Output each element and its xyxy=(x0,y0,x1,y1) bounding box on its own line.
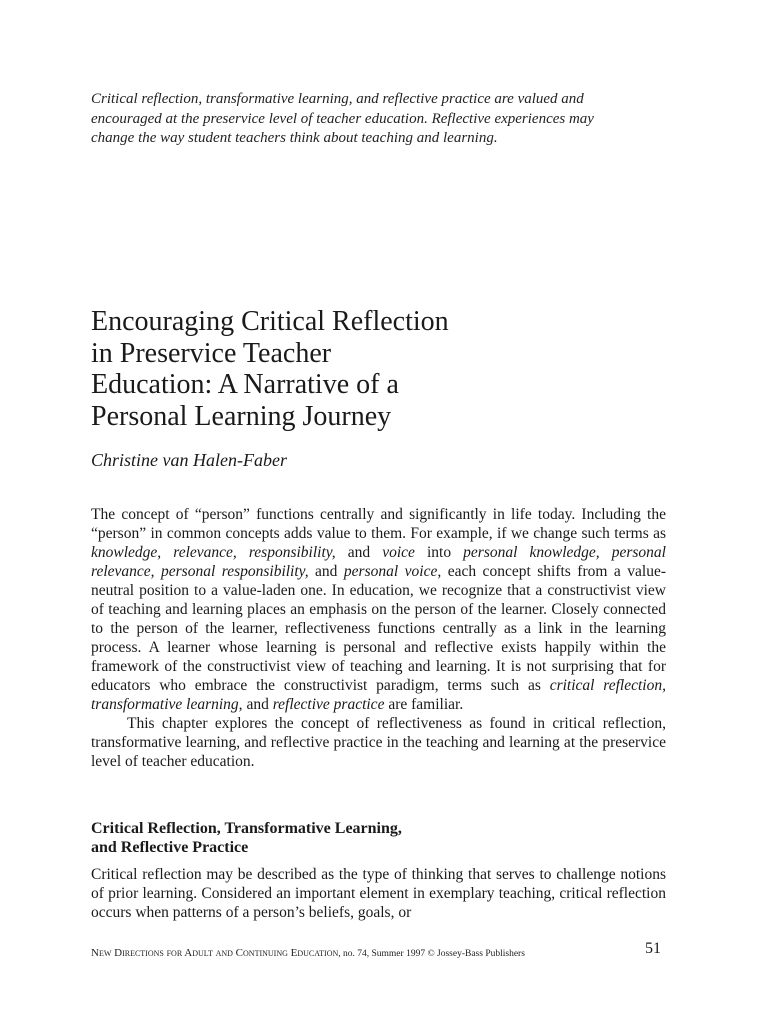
journal-details: , no. 74, Summer 1997 © Jossey-Bass Publishers xyxy=(338,949,525,959)
section-heading-line: Critical Reflection, Transformative Learning, xyxy=(91,820,402,837)
title-line: Encouraging Critical Reflection xyxy=(91,306,449,337)
title-line: Education: A Narrative of a xyxy=(91,369,399,400)
chapter-overview-paragraph: This chapter explores the concept of reflectiveness as found in critical reflection, transformative learning, and reflective practice in the teaching and learning at the preservice level of teacher education. xyxy=(91,715,666,770)
intro-body xyxy=(91,505,666,771)
journal-name: New Directions for Adult and Continuing Education xyxy=(91,947,339,959)
chapter-abstract: Critical reflection, transformative learning, and reflective practice are valued and encouraged at the preservice level of teacher education. Reflective experiences may change the way student teachers think about teaching and learning. xyxy=(91,91,594,146)
intro-paragraph: The concept of “person” functions centrally and significantly in life today. Including the “person” in common concepts adds value to them. For example, if we change such terms as knowledge, relevance, responsibility, and voice into personal knowledge, personal relevance, personal responsibility, and personal voice, each concept shifts from a value-neutral position to a value-laden one. In education, we recognize that a constructivist view of teaching and learning places an emphasis on the person of the learner. Closely connected to the person of the learner, reflectiveness functions centrally as a link in the learning process. A learner whose learning is personal and reflective exists happily within the framework of the constructivist view of teaching and learning. It is not surprising that for educators who embrace the constructivist paradigm, terms such as critical reflection, transformative learning, and reflective practice are familiar. xyxy=(91,506,666,713)
title-line: Personal Learning Journey xyxy=(91,400,392,432)
journal-footer xyxy=(91,947,525,959)
section-heading-line: and Reflective Practice xyxy=(91,839,249,856)
title-line: in Preservice Teacher xyxy=(91,337,332,369)
section-heading xyxy=(91,819,666,857)
section-paragraph: Critical reflection may be described as the type of thinking that serves to challenge notions of prior learning. Considered an important element in exemplary teaching, critical reflection occurs when patterns of a person’s beliefs, goals, or xyxy=(91,866,666,921)
chapter-title xyxy=(91,306,691,432)
author-name: Christine van Halen-Faber xyxy=(91,450,287,470)
page-number: 51 xyxy=(645,940,661,957)
